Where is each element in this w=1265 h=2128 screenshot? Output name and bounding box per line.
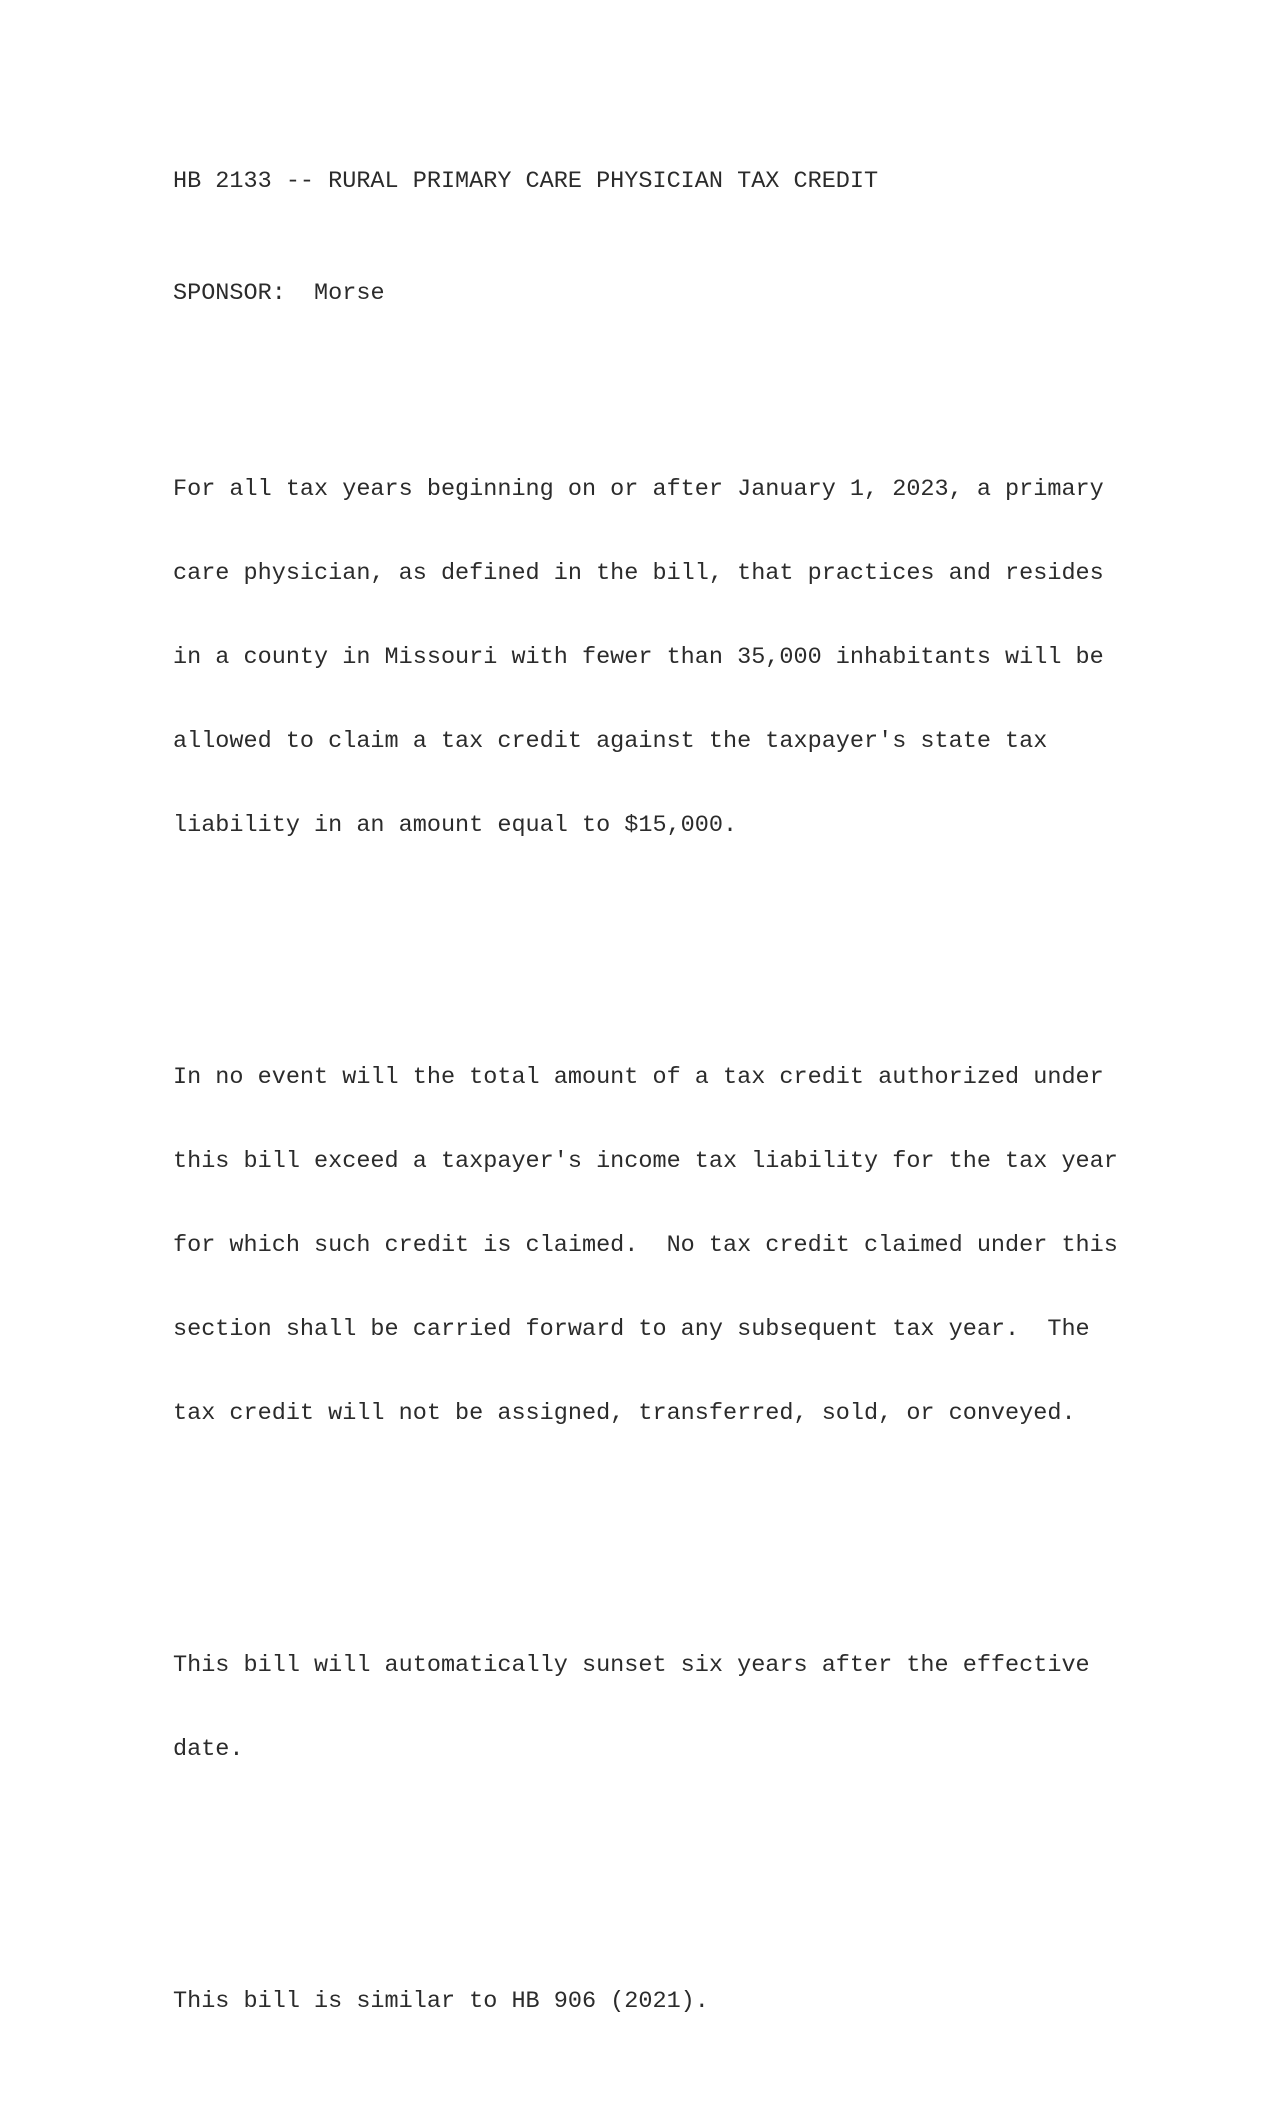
paragraph-line: tax credit will not be assigned, transferred, sold, or conveyed. [173, 1400, 1076, 1427]
paragraph-line: date. [173, 1736, 244, 1763]
paragraph-line: For all tax years beginning on or after January 1, 2023, a primary [173, 476, 1104, 503]
paragraph-sunset [173, 1596, 1173, 1820]
sponsor-label: SPONSOR: [173, 280, 286, 307]
paragraph-line: This bill will automatically sunset six years after the effective [173, 1652, 1090, 1679]
paragraph-similar-bill [173, 1932, 1173, 2072]
sponsor-line [173, 280, 1173, 308]
sponsor-name: Morse [314, 280, 385, 307]
paragraph-line: In no event will the total amount of a tax credit authorized under [173, 1064, 1104, 1091]
bill-title: HB 2133 -- RURAL PRIMARY CARE PHYSICIAN TAX CREDIT [173, 168, 879, 195]
paragraph-tax-credit [173, 420, 1173, 896]
paragraph-line: section shall be carried forward to any subsequent tax year. The [173, 1316, 1090, 1343]
paragraph-line: for which such credit is claimed. No tax credit claimed under this [173, 1232, 1118, 1259]
paragraph-limits [173, 1008, 1173, 1484]
paragraph-line: allowed to claim a tax credit against the taxpayer's state tax [173, 728, 1048, 755]
paragraph-line: in a county in Missouri with fewer than 35,000 inhabitants will be [173, 644, 1104, 671]
document-body [173, 112, 1173, 2128]
paragraph-line: This bill is similar to HB 906 (2021). [173, 1988, 709, 2015]
paragraph-line: liability in an amount equal to $15,000. [173, 812, 738, 839]
paragraph-line: care physician, as defined in the bill, that practices and resides [173, 560, 1104, 587]
paragraph-line: this bill exceed a taxpayer's income tax liability for the tax year [173, 1148, 1118, 1175]
